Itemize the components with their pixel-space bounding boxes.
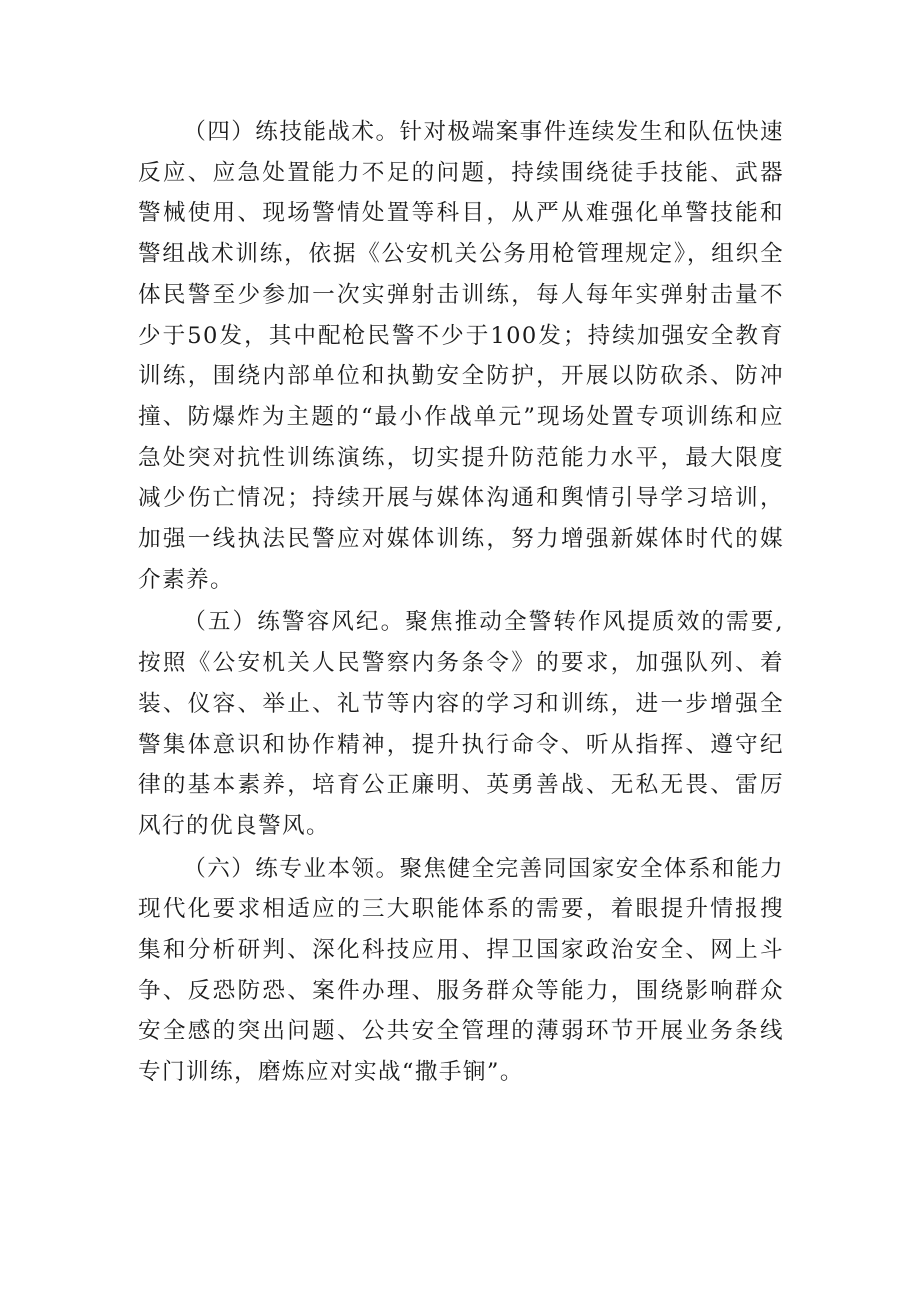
paragraph-police-discipline: （五）练警容风纪。聚焦推动全警转作风提质效的需要,按照《公安机关人民警察内务条令》的要求，加强队列、着装、仪容、举止、礼节等内容的学习和训练，进一步增强全警集体意识和协作精神，提升执行命令、听从指挥、遵守纪律的基本素养，培育公正廉明、英勇善战、无私无畏、雷厉风行的优良警风。 [138, 609, 784, 839]
body-text [138, 112, 784, 1095]
paragraph-training-skills-tactics: （四）练技能战术。针对极端案事件连续发生和队伍快速反应、应急处置能力不足的问题，持续围绕徒手技能、武器警械使用、现场警情处置等科目，从严从难强化单警技能和警组战术训练，依据《公安机关公务用枪管理规定》，组织全体民警至少参加一次实弹射击训练，每人每年实弹射击量不少于50发，其中配枪民警不少于100发；持续加强安全教育训练，围绕内部单位和执勤安全防护，开展以防砍杀、防冲撞、防爆炸为主题的“最小作战单元”现场处置专项训练和应急处突对抗性训练演练，切实提升防范能力水平，最大限度减少伤亡情况；持续开展与媒体沟通和舆情引导学习培训，加强一线执法民警应对媒体训练，努力增强新媒体时代的媒介素养。 [138, 119, 784, 593]
paragraph-professional-abilities: （六）练专业本领。聚焦健全完善同国家安全体系和能力现代化要求相适应的三大职能体系的需要，着眼提升情报搜集和分析研判、深化科技应用、捍卫国家政治安全、网上斗争、反恐防恐、案件办理、服务群众等能力，围绕影响群众安全感的突出问题、公共安全管理的薄弱环节开展业务条线专门训练，磨炼应对实战“撒手锏”。 [138, 855, 784, 1086]
